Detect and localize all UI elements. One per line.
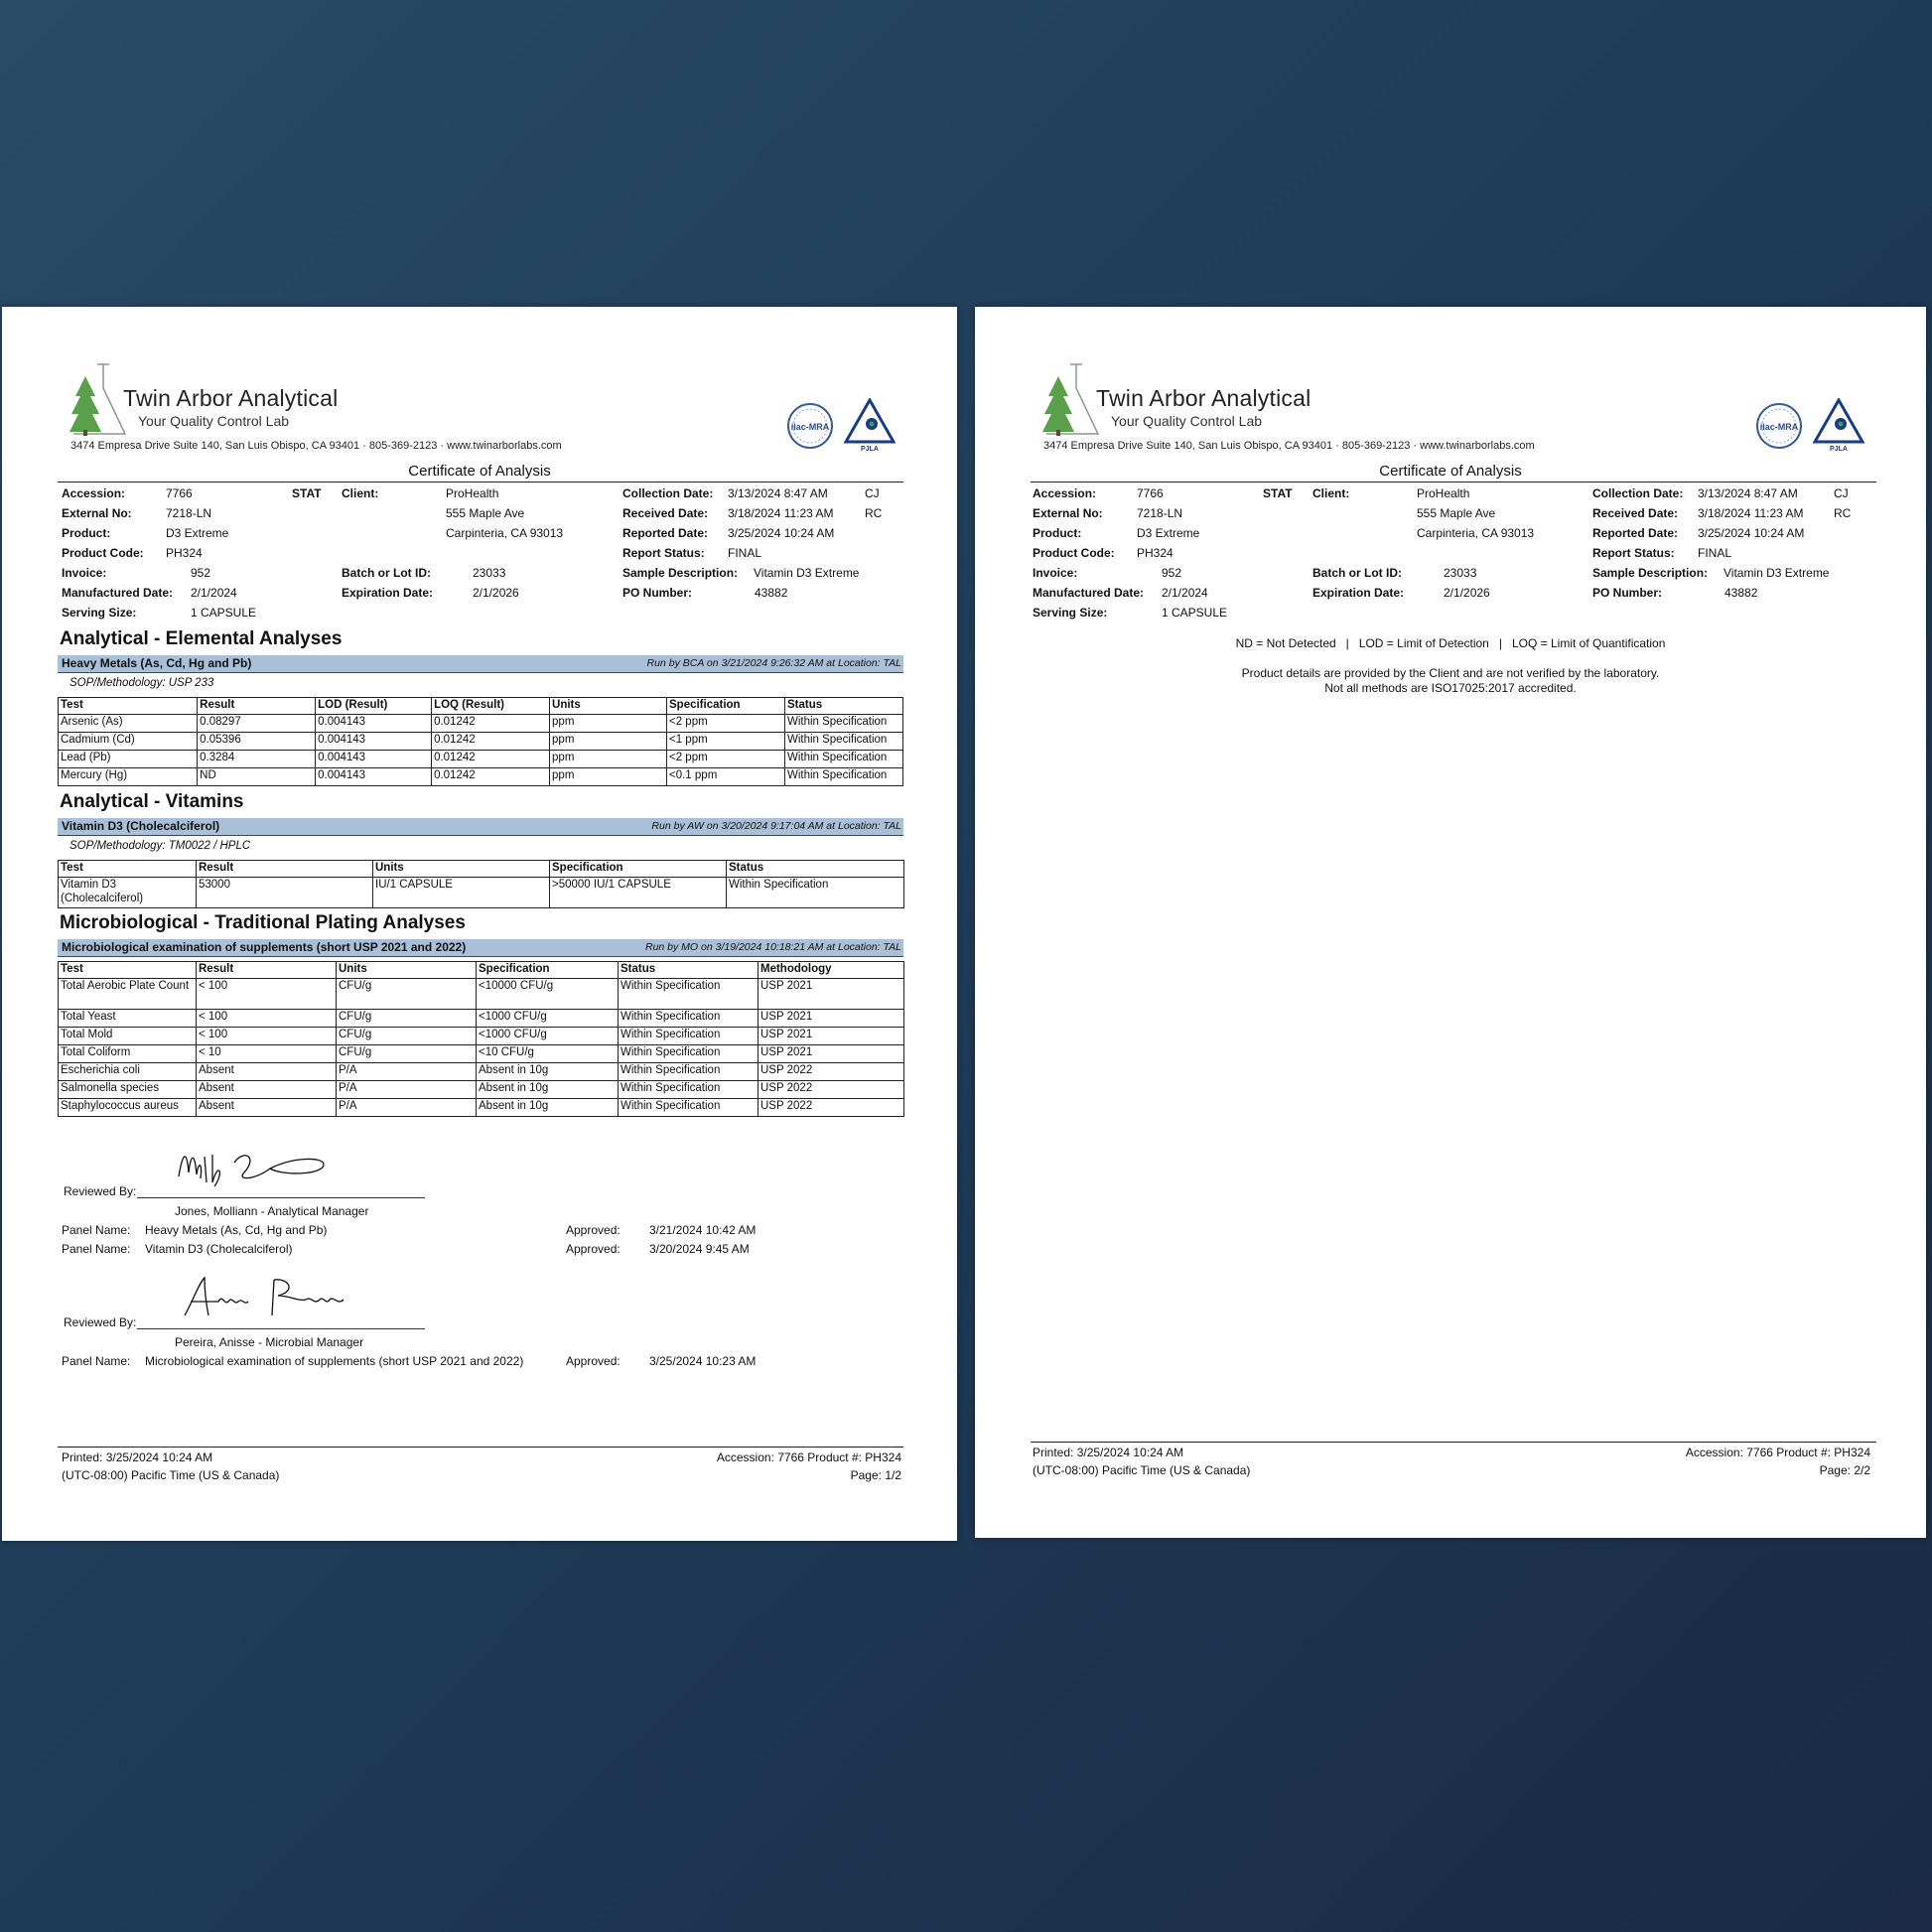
approved-label-1: Approved: [566, 1223, 621, 1237]
cell: USP 2022 [759, 1063, 904, 1081]
header-rule [58, 482, 903, 483]
footer-rule [1031, 1442, 1876, 1443]
table-header-row [59, 698, 903, 715]
product-label: Product: [62, 526, 111, 540]
exp-value: 2/1/2026 [473, 586, 519, 600]
cell: Absent in 10g [477, 1063, 619, 1081]
status-value: FINAL [1698, 546, 1732, 560]
client-addr1: 555 Maple Ave [1417, 506, 1496, 520]
mfg-value: 2/1/2024 [1162, 586, 1208, 600]
reviewer-2: Pereira, Anisse - Microbial Manager [175, 1335, 364, 1349]
col-header: LOQ (Result) [432, 698, 550, 715]
cell: 0.004143 [316, 768, 432, 786]
cell: Within Specification [784, 715, 902, 733]
accession-label: Accession: [1033, 486, 1097, 500]
sample-label: Sample Description: [622, 566, 739, 580]
micro-panel-title: Microbiological examination of supplements (short USP 2021 and 2022) [62, 940, 467, 954]
vitamin-d3-sop: SOP/Methodology: TM0022 / HPLC [69, 840, 251, 852]
cell: Escherichia coli [59, 1063, 197, 1081]
invoice-label: Invoice: [62, 566, 107, 580]
signature-line-2 [137, 1328, 425, 1329]
dates-values [728, 483, 834, 563]
coa-page-2 [975, 307, 1926, 1538]
cell: ppm [550, 715, 667, 733]
received-value: 3/18/2024 11:23 AM [1698, 506, 1804, 520]
client-name: ProHealth [446, 486, 499, 500]
status-label: Report Status: [622, 546, 705, 560]
col-header: Status [619, 962, 759, 979]
table-row [59, 1081, 904, 1099]
collection-value: 3/13/2024 8:47 AM [1698, 486, 1798, 500]
col-header: Specification [667, 698, 785, 715]
panel-name-label-1: Panel Name: [62, 1223, 131, 1237]
cell: 0.08297 [198, 715, 316, 733]
cell: USP 2021 [759, 979, 904, 1010]
cell: USP 2021 [759, 1045, 904, 1063]
cell: Arsenic (As) [59, 715, 198, 733]
cell: CFU/g [337, 1028, 477, 1045]
dates-labels [622, 483, 738, 603]
lab-address: 3474 Empresa Drive Suite 140, San Luis Obispo, CA 93401 · 805-369-2123 · www.twinarborlabs.com [1043, 440, 1535, 452]
col-header: Test [59, 698, 198, 715]
cell: Within Specification [727, 878, 904, 908]
info-values-left-c [1162, 583, 1227, 622]
info-client-label-block [342, 483, 378, 503]
cell: Vitamin D3 (Cholecalciferol) [59, 878, 197, 908]
signature-pereira [179, 1272, 377, 1321]
client-label: Client: [342, 486, 379, 500]
cell: USP 2021 [759, 1010, 904, 1028]
client-label: Client: [1312, 486, 1350, 500]
serving-label: Serving Size: [62, 606, 137, 620]
status-label: Report Status: [1592, 546, 1675, 560]
disclaimer-line-1: Product details are provided by the Client and are not verified by the laboratory. [1241, 666, 1660, 680]
table-row [59, 715, 903, 733]
invoice-label: Invoice: [1033, 566, 1078, 580]
stat-flag: STAT [292, 486, 322, 500]
elemental-heading: Analytical - Elemental Analyses [60, 628, 343, 649]
sample-label: Sample Description: [1592, 566, 1709, 580]
col-header: Methodology [759, 962, 904, 979]
vitamin-d3-panel-bar [58, 818, 903, 836]
lab-name: Twin Arbor Analytical [1096, 385, 1311, 411]
info-labels-left [1033, 483, 1144, 622]
received-value: 3/18/2024 11:23 AM [728, 506, 834, 520]
reviewed-by-label-1: Reviewed By: [64, 1184, 137, 1198]
cell: 0.004143 [316, 751, 432, 768]
batch-exp-values [473, 563, 519, 603]
reported-label: Reported Date: [622, 526, 709, 540]
exp-label: Expiration Date: [342, 586, 434, 600]
collection-initials: CJ [1834, 486, 1849, 500]
product-value: D3 Extreme [1137, 526, 1200, 540]
batch-value: 23033 [473, 566, 506, 580]
cell: 0.3284 [198, 751, 316, 768]
document-title: Certificate of Analysis [408, 463, 551, 480]
heavy-metals-sop: SOP/Methodology: USP 233 [69, 677, 214, 689]
header-rule [1031, 482, 1876, 483]
reviewed-by-label-2: Reviewed By: [64, 1315, 137, 1329]
cell: ppm [550, 768, 667, 786]
cell: USP 2022 [759, 1081, 904, 1099]
cell: Within Specification [784, 751, 902, 768]
col-header: Test [59, 861, 197, 878]
collection-value: 3/13/2024 8:47 AM [728, 486, 828, 500]
received-initials: RC [865, 506, 883, 520]
batch-value: 23033 [1444, 566, 1477, 580]
heavy-metals-panel-title: Heavy Metals (As, Cd, Hg and Pb) [62, 656, 252, 670]
ilac-mra-seal-icon [1755, 402, 1803, 450]
product-code-label: Product Code: [1033, 546, 1115, 560]
panel-name-3: Microbiological examination of supplements (short USP 2021 and 2022) [145, 1354, 524, 1368]
info-labels-left [62, 483, 173, 622]
info-values-left-b [191, 563, 210, 583]
mfg-value: 2/1/2024 [191, 586, 237, 600]
cell: Within Specification [619, 1045, 759, 1063]
product-value: D3 Extreme [166, 526, 229, 540]
cell: Within Specification [619, 1081, 759, 1099]
cell: Staphylococcus aureus [59, 1099, 197, 1117]
vitamin-d3-table [58, 860, 904, 908]
micro-panel-bar [58, 939, 903, 957]
cell: ND [198, 768, 316, 786]
table-row [59, 1028, 904, 1045]
col-header: Units [373, 861, 550, 878]
cell: <2 ppm [667, 715, 785, 733]
cell: Total Yeast [59, 1010, 197, 1028]
product-code-value: PH324 [166, 546, 203, 560]
footer-page: Page: 2/2 [1819, 1463, 1870, 1477]
cell: ppm [550, 751, 667, 768]
cell: < 100 [197, 1010, 337, 1028]
table-row [59, 1099, 904, 1117]
footer-accession-product: Accession: 7766 Product #: PH324 [1685, 1446, 1870, 1459]
approved-date-2: 3/20/2024 9:45 AM [649, 1242, 750, 1256]
po-label: PO Number: [622, 586, 693, 600]
lab-logo-icon [68, 362, 129, 438]
dates-labels [1592, 483, 1708, 603]
stat-flag: STAT [1263, 486, 1293, 500]
cell: ppm [550, 733, 667, 751]
info-values-left-c [191, 583, 256, 622]
product-label: Product: [1033, 526, 1082, 540]
received-label: Received Date: [1592, 506, 1679, 520]
client-addr2: Carpinteria, CA 93013 [446, 526, 564, 540]
serving-value: 1 CAPSULE [191, 606, 257, 620]
sample-value: Vitamin D3 Extreme [754, 566, 860, 580]
coa-page-1 [2, 307, 957, 1541]
table-row [59, 751, 903, 768]
col-header: LOD (Result) [316, 698, 432, 715]
client-addr2: Carpinteria, CA 93013 [1417, 526, 1535, 540]
cell: Cadmium (Cd) [59, 733, 198, 751]
invoice-value: 952 [191, 566, 211, 580]
external-label: External No: [62, 506, 132, 520]
panel-name-label-2: Panel Name: [62, 1242, 131, 1256]
cell: CFU/g [337, 1045, 477, 1063]
footer-timezone: (UTC-08:00) Pacific Time (US & Canada) [1033, 1463, 1251, 1477]
cell: 0.05396 [198, 733, 316, 751]
reported-label: Reported Date: [1592, 526, 1679, 540]
exp-value: 2/1/2026 [1444, 586, 1490, 600]
heavy-metals-panel-bar [58, 655, 903, 673]
panel-name-1: Heavy Metals (As, Cd, Hg and Pb) [145, 1223, 328, 1237]
cell: Absent in 10g [477, 1099, 619, 1117]
po-value: 43882 [1725, 586, 1758, 600]
external-label: External No: [1033, 506, 1103, 520]
col-header: Specification [550, 861, 727, 878]
cell: >50000 IU/1 CAPSULE [550, 878, 727, 908]
cell: < 100 [197, 979, 337, 1010]
table-header-row [59, 962, 904, 979]
footer-printed: Printed: 3/25/2024 10:24 AM [62, 1450, 213, 1464]
footer-printed: Printed: 3/25/2024 10:24 AM [1033, 1446, 1184, 1459]
col-header: Result [197, 962, 337, 979]
sample-value: Vitamin D3 Extreme [1724, 566, 1830, 580]
cell: <10 CFU/g [477, 1045, 619, 1063]
cell: Within Specification [784, 733, 902, 751]
batch-exp-values [1444, 563, 1490, 603]
cell: Within Specification [619, 1028, 759, 1045]
mfg-label: Manufactured Date: [62, 586, 174, 600]
client-block [446, 483, 563, 543]
exp-label: Expiration Date: [1312, 586, 1405, 600]
cell: 0.004143 [316, 715, 432, 733]
cell: <10000 CFU/g [477, 979, 619, 1010]
batch-exp-labels [342, 563, 433, 603]
table-row [59, 979, 904, 1010]
table-row [59, 1010, 904, 1028]
cell: Absent [197, 1099, 337, 1117]
cell: Salmonella species [59, 1081, 197, 1099]
collection-initials: CJ [865, 486, 880, 500]
col-header: Specification [477, 962, 619, 979]
table-header-row [59, 861, 904, 878]
cell: Absent [197, 1063, 337, 1081]
client-addr1: 555 Maple Ave [446, 506, 525, 520]
cell: USP 2021 [759, 1028, 904, 1045]
accession-label: Accession: [62, 486, 126, 500]
serving-label: Serving Size: [1033, 606, 1108, 620]
panel-name-2: Vitamin D3 (Cholecalciferol) [145, 1242, 293, 1256]
lab-address: 3474 Empresa Drive Suite 140, San Luis Obispo, CA 93401 · 805-369-2123 · www.twinarborlabs.com [70, 440, 562, 452]
table-row [59, 733, 903, 751]
cell: <1000 CFU/g [477, 1010, 619, 1028]
batch-exp-labels [1312, 563, 1404, 603]
ilac-seal-text: ilac-MRA [1759, 422, 1799, 432]
approved-date-3: 3/25/2024 10:23 AM [649, 1354, 757, 1368]
ilac-mra-seal-icon [786, 402, 834, 450]
client-block [1417, 483, 1534, 543]
heavy-metals-table [58, 697, 903, 786]
dates-values [1698, 483, 1804, 563]
vitamins-heading: Analytical - Vitamins [60, 791, 244, 812]
po-label: PO Number: [1592, 586, 1663, 600]
accession-value: 7766 [166, 486, 193, 500]
col-header: Test [59, 962, 197, 979]
approved-label-3: Approved: [566, 1354, 621, 1368]
cell: Within Specification [619, 1063, 759, 1081]
col-header: Status [784, 698, 902, 715]
approved-date-1: 3/21/2024 10:42 AM [649, 1223, 757, 1237]
reported-value: 3/25/2024 10:24 AM [728, 526, 835, 540]
col-header: Result [197, 861, 373, 878]
cell: < 10 [197, 1045, 337, 1063]
reviewer-1: Jones, Molliann - Analytical Manager [175, 1204, 369, 1218]
pjla-seal-text: PJLA [861, 446, 879, 453]
cell: USP 2022 [759, 1099, 904, 1117]
cell: CFU/g [337, 1010, 477, 1028]
panel-name-label-3: Panel Name: [62, 1354, 131, 1368]
footer-timezone: (UTC-08:00) Pacific Time (US & Canada) [62, 1468, 280, 1482]
pjla-seal-icon [844, 398, 896, 454]
cell: <0.1 ppm [667, 768, 785, 786]
disclaimer-line-2: Not all methods are ISO17025:2017 accredited. [1324, 681, 1577, 695]
client-name: ProHealth [1417, 486, 1470, 500]
batch-label: Batch or Lot ID: [342, 566, 431, 580]
col-header: Result [198, 698, 316, 715]
table-row [59, 1063, 904, 1081]
received-label: Received Date: [622, 506, 709, 520]
cell: 0.01242 [432, 715, 550, 733]
cell: <1 ppm [667, 733, 785, 751]
cell: <2 ppm [667, 751, 785, 768]
cell: Within Specification [619, 979, 759, 1010]
cell: 0.004143 [316, 733, 432, 751]
pjla-seal-icon [1813, 398, 1864, 454]
table-row [59, 878, 904, 908]
external-value: 7218-LN [1137, 506, 1183, 520]
accession-value: 7766 [1137, 486, 1164, 500]
cell: Total Coliform [59, 1045, 197, 1063]
signature-jones [175, 1143, 373, 1192]
vitamin-d3-run-info: Run by AW on 3/20/2024 9:17:04 AM at Location: TAL [651, 820, 901, 832]
product-code-label: Product Code: [62, 546, 144, 560]
cell: Within Specification [619, 1010, 759, 1028]
reported-value: 3/25/2024 10:24 AM [1698, 526, 1805, 540]
mfg-label: Manufactured Date: [1033, 586, 1145, 600]
cell: P/A [337, 1081, 477, 1099]
table-row [59, 768, 903, 786]
footer-rule [58, 1447, 903, 1448]
ilac-seal-text: ilac-MRA [790, 422, 830, 432]
abbreviation-legend: ND = Not Detected | LOD = Limit of Detection | LOQ = Limit of Quantification [1235, 636, 1666, 650]
cell: Within Specification [784, 768, 902, 786]
product-code-value: PH324 [1137, 546, 1173, 560]
collection-label: Collection Date: [1592, 486, 1684, 500]
vitamin-d3-panel-title: Vitamin D3 (Cholecalciferol) [62, 819, 220, 833]
document-title: Certificate of Analysis [1379, 463, 1522, 480]
info-values-left-a [166, 483, 228, 563]
table-row [59, 1045, 904, 1063]
cell: Mercury (Hg) [59, 768, 198, 786]
received-initials: RC [1834, 506, 1852, 520]
collection-label: Collection Date: [622, 486, 714, 500]
pjla-seal-text: PJLA [1830, 446, 1848, 453]
cell: Within Specification [619, 1099, 759, 1117]
micro-heading: Microbiological - Traditional Plating Analyses [60, 912, 466, 933]
micro-run-info: Run by MO on 3/19/2024 10:18:21 AM at Location: TAL [645, 941, 901, 953]
col-header: Units [337, 962, 477, 979]
cell: 53000 [197, 878, 373, 908]
lab-tagline: Your Quality Control Lab [138, 413, 290, 429]
po-value: 43882 [755, 586, 788, 600]
cell: P/A [337, 1063, 477, 1081]
cell: IU/1 CAPSULE [373, 878, 550, 908]
serving-value: 1 CAPSULE [1162, 606, 1228, 620]
cell: <1000 CFU/g [477, 1028, 619, 1045]
cell: 0.01242 [432, 751, 550, 768]
signature-line-1 [137, 1197, 425, 1198]
info-values-left-a [1137, 483, 1199, 563]
cell: 0.01242 [432, 733, 550, 751]
cell: P/A [337, 1099, 477, 1117]
batch-label: Batch or Lot ID: [1312, 566, 1402, 580]
col-header: Units [550, 698, 667, 715]
cell: Total Aerobic Plate Count [59, 979, 197, 1010]
external-value: 7218-LN [166, 506, 212, 520]
lab-tagline: Your Quality Control Lab [1111, 413, 1263, 429]
cell: Absent in 10g [477, 1081, 619, 1099]
approved-label-2: Approved: [566, 1242, 621, 1256]
footer-accession-product: Accession: 7766 Product #: PH324 [716, 1450, 901, 1464]
cell: Total Mold [59, 1028, 197, 1045]
col-header: Status [727, 861, 904, 878]
cell: Absent [197, 1081, 337, 1099]
info-values-left-b [1162, 563, 1181, 583]
footer-page: Page: 1/2 [850, 1468, 901, 1482]
cell: CFU/g [337, 979, 477, 1010]
cell: Lead (Pb) [59, 751, 198, 768]
cell: < 100 [197, 1028, 337, 1045]
micro-table [58, 961, 904, 1117]
cell: 0.01242 [432, 768, 550, 786]
lab-logo-icon [1040, 362, 1102, 438]
heavy-metals-run-info: Run by BCA on 3/21/2024 9:26:32 AM at Location: TAL [646, 657, 901, 669]
lab-name: Twin Arbor Analytical [123, 385, 339, 411]
invoice-value: 952 [1162, 566, 1182, 580]
status-value: FINAL [728, 546, 762, 560]
